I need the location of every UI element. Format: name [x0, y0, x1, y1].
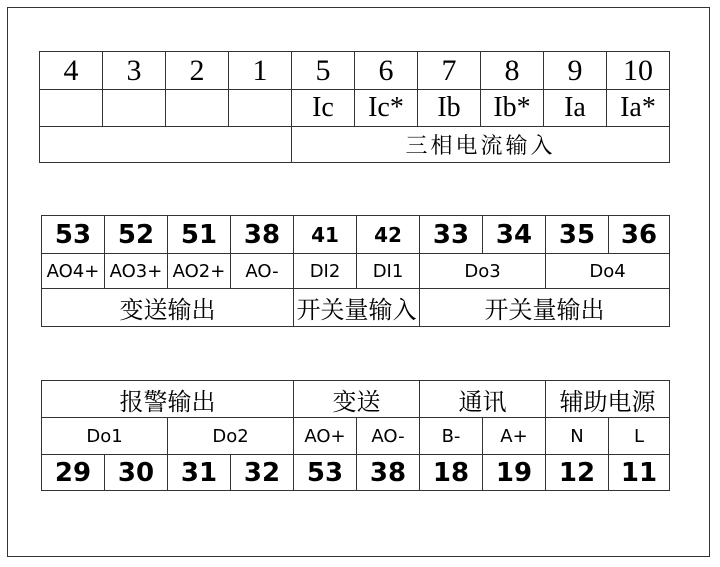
signal-label: Do1: [42, 418, 168, 455]
pin-number-row: [42, 216, 670, 254]
signal-label: DI1: [357, 254, 420, 289]
digital-input-caption: 开关量输入: [294, 289, 420, 327]
pin-number: 11: [609, 455, 670, 491]
alarm-output-header: 报警输出: [42, 381, 294, 418]
signal-label: Ib*: [481, 90, 544, 127]
pin-number: 3: [103, 52, 166, 90]
signal-label: [229, 90, 292, 127]
pin-number: 35: [546, 216, 609, 254]
pin-number: 42: [357, 216, 420, 254]
pin-number: 8: [481, 52, 544, 90]
current-input-terminal-block: [39, 51, 670, 163]
pin-number: 52: [105, 216, 168, 254]
signal-label: Ic*: [355, 90, 418, 127]
pin-number-row: [40, 52, 670, 90]
three-phase-current-input-caption: 三相电流输入: [292, 127, 670, 163]
signal-label: A+: [483, 418, 546, 455]
pin-number: 7: [418, 52, 481, 90]
pin-number: 19: [483, 455, 546, 491]
signal-label-row: [40, 90, 670, 127]
signal-label: [166, 90, 229, 127]
signal-label: Do2: [168, 418, 294, 455]
signal-label: DI2: [294, 254, 357, 289]
signal-label: AO-: [357, 418, 420, 455]
pin-number: 30: [105, 455, 168, 491]
signal-label: Ic: [292, 90, 355, 127]
group-caption-row: [42, 289, 670, 327]
pin-number: 5: [292, 52, 355, 90]
pin-number: 53: [294, 455, 357, 491]
pin-number: 29: [42, 455, 105, 491]
signal-label: L: [609, 418, 670, 455]
group-caption-row: [40, 127, 670, 163]
empty-caption-cell: [40, 127, 292, 163]
pin-number: 34: [483, 216, 546, 254]
signal-label: [40, 90, 103, 127]
pin-number-row: [42, 455, 670, 491]
signal-label: N: [546, 418, 609, 455]
signal-label: [103, 90, 166, 127]
pin-number: 9: [544, 52, 607, 90]
pin-number: 4: [40, 52, 103, 90]
pin-number: 10: [607, 52, 670, 90]
pin-number: 2: [166, 52, 229, 90]
pin-number: 31: [168, 455, 231, 491]
pin-number: 38: [357, 455, 420, 491]
pin-number: 33: [420, 216, 483, 254]
pin-number: 1: [229, 52, 292, 90]
signal-label: AO4+: [42, 254, 105, 289]
signal-label: AO3+: [105, 254, 168, 289]
pin-number: 12: [546, 455, 609, 491]
pin-number: 18: [420, 455, 483, 491]
communication-header: 通讯: [420, 381, 546, 418]
signal-label: AO-: [231, 254, 294, 289]
signal-label: AO2+: [168, 254, 231, 289]
pin-number: 6: [355, 52, 418, 90]
signal-label-row: [42, 418, 670, 455]
signal-label-row: [42, 254, 670, 289]
transmit-header: 变送: [294, 381, 420, 418]
signal-label: Ia*: [607, 90, 670, 127]
pin-number: 38: [231, 216, 294, 254]
signal-label: Do4: [546, 254, 670, 289]
signal-label: Ib: [418, 90, 481, 127]
signal-label: AO+: [294, 418, 357, 455]
pin-number: 36: [609, 216, 670, 254]
alarm-comm-power-terminal-block: [41, 380, 670, 491]
pin-number: 32: [231, 455, 294, 491]
signal-label: B-: [420, 418, 483, 455]
pin-number: 41: [294, 216, 357, 254]
group-header-row: [42, 381, 670, 418]
digital-output-caption: 开关量输出: [420, 289, 670, 327]
pin-number: 53: [42, 216, 105, 254]
signal-label: Do3: [420, 254, 546, 289]
signal-label: Ia: [544, 90, 607, 127]
io-terminal-block: [41, 215, 670, 327]
auxiliary-power-header: 辅助电源: [546, 381, 670, 418]
analog-output-caption: 变送输出: [42, 289, 294, 327]
pin-number: 51: [168, 216, 231, 254]
